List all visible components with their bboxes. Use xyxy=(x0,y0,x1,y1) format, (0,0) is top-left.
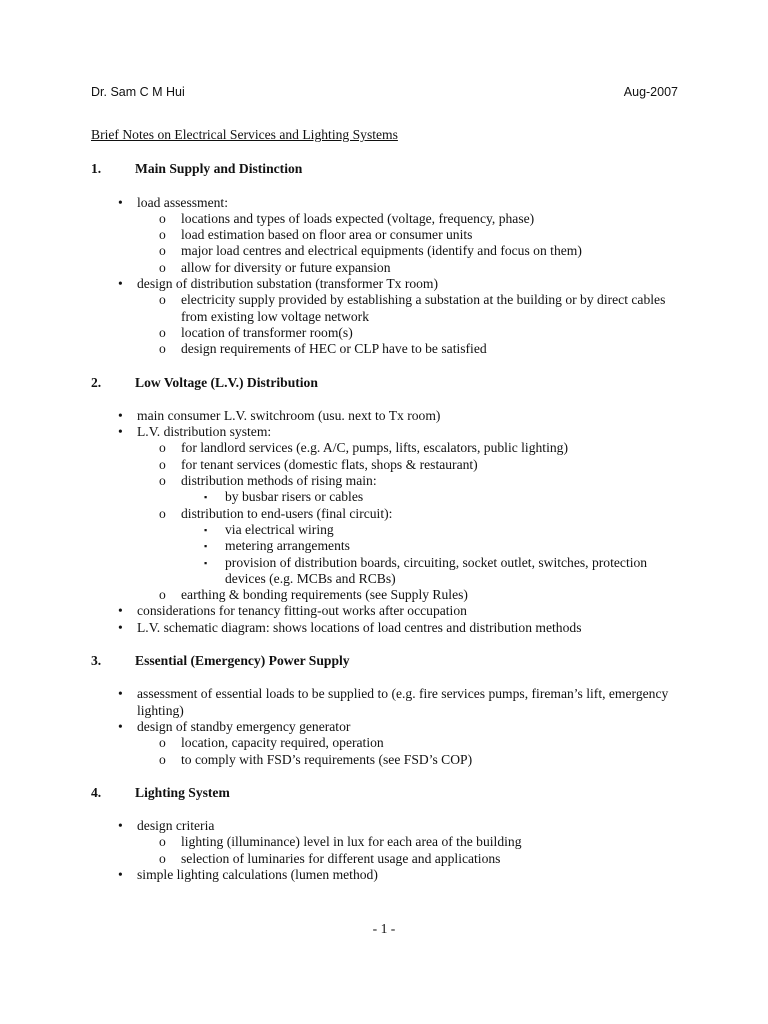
section-list xyxy=(91,686,691,767)
list-item xyxy=(91,538,691,554)
circle-marker-icon: o xyxy=(159,587,166,603)
list-item-text: lighting (illuminance) level in lux for each area of the building xyxy=(181,834,522,850)
list-item xyxy=(91,506,691,522)
list-item-text: selection of luminaries for different usage and applications xyxy=(181,850,501,866)
list-item-text: via electrical wiring xyxy=(225,521,334,537)
header-date: Aug-2007 xyxy=(623,85,678,99)
circle-marker-icon: o xyxy=(159,834,166,850)
list-item-text: locations and types of loads expected (voltage, frequency, phase) xyxy=(181,210,535,226)
section-number: 4. xyxy=(91,784,102,800)
section-number: 1. xyxy=(91,161,102,177)
list-item-text: provision of distribution boards, circuiting, socket outlet, switches, protection devices (e.g. MCBs and RCBs) xyxy=(225,554,648,586)
circle-marker-icon: o xyxy=(159,210,166,226)
section-title: Lighting System xyxy=(135,784,230,800)
section xyxy=(91,161,691,374)
circle-marker-icon: o xyxy=(159,292,166,308)
section-title: Essential (Emergency) Power Supply xyxy=(135,653,350,669)
list-item-text: L.V. distribution system: xyxy=(137,424,272,440)
circle-marker-icon: o xyxy=(159,341,166,357)
list-item xyxy=(91,867,691,883)
list-item-text: metering arrangements xyxy=(225,538,350,554)
circle-marker-icon: o xyxy=(159,456,166,472)
section-heading xyxy=(91,653,691,669)
bullet-marker-icon: • xyxy=(118,194,123,210)
section xyxy=(91,653,691,785)
circle-marker-icon: o xyxy=(159,505,166,521)
list-item xyxy=(91,851,691,867)
list-item-text: L.V. schematic diagram: shows locations of load centres and distribution methods xyxy=(137,619,582,635)
sections-container xyxy=(91,161,691,883)
bullet-marker-icon: • xyxy=(118,718,123,734)
list-item-text: design of distribution substation (transformer Tx room) xyxy=(137,276,439,292)
list-item-text: design requirements of HEC or CLP have to be satisfied xyxy=(181,341,487,357)
section-heading xyxy=(91,785,691,801)
list-item xyxy=(91,719,691,735)
list-item-text: earthing & bonding requirements (see Supply Rules) xyxy=(181,587,468,603)
bullet-marker-icon: • xyxy=(118,407,123,423)
list-item-text: by busbar risers or cables xyxy=(225,489,364,505)
circle-marker-icon: o xyxy=(159,735,166,751)
square-marker-icon: ▪ xyxy=(204,524,208,535)
circle-marker-icon: o xyxy=(159,324,166,340)
list-item-text: load assessment: xyxy=(137,194,228,210)
list-item-text: main consumer L.V. switchroom (usu. next to Tx room) xyxy=(137,407,441,423)
square-marker-icon: ▪ xyxy=(204,557,208,568)
section xyxy=(91,375,691,653)
list-item xyxy=(91,243,691,259)
section-title: Main Supply and Distinction xyxy=(135,161,303,177)
square-marker-icon: ▪ xyxy=(204,492,208,503)
bullet-marker-icon: • xyxy=(118,866,123,882)
section-spacer xyxy=(91,636,691,653)
list-item-text: load estimation based on floor area or consumer units xyxy=(181,227,473,243)
list-item xyxy=(91,408,691,424)
circle-marker-icon: o xyxy=(159,850,166,866)
list-item xyxy=(91,457,691,473)
list-item xyxy=(91,292,691,325)
list-item xyxy=(91,834,691,850)
section-title: Low Voltage (L.V.) Distribution xyxy=(135,374,318,390)
circle-marker-icon: o xyxy=(159,440,166,456)
list-item xyxy=(91,555,691,588)
list-item xyxy=(91,260,691,276)
section-list xyxy=(91,818,691,883)
section-spacer xyxy=(91,768,691,785)
list-item-text: considerations for tenancy fitting-out works after occupation xyxy=(137,603,467,619)
list-item xyxy=(91,752,691,768)
list-item xyxy=(91,587,691,603)
list-item-text: location, capacity required, operation xyxy=(181,735,384,751)
bullet-marker-icon: • xyxy=(118,686,123,702)
section xyxy=(91,785,691,883)
list-item xyxy=(91,620,691,636)
list-item-text: allow for diversity or future expansion xyxy=(181,259,391,275)
list-item xyxy=(91,473,691,489)
list-item xyxy=(91,735,691,751)
list-item-text: location of transformer room(s) xyxy=(181,324,353,340)
list-item xyxy=(91,424,691,440)
bullet-marker-icon: • xyxy=(118,818,123,834)
circle-marker-icon: o xyxy=(159,751,166,767)
circle-marker-icon: o xyxy=(159,259,166,275)
list-item xyxy=(91,325,691,341)
bullet-marker-icon: • xyxy=(118,424,123,440)
section-number: 2. xyxy=(91,374,102,390)
section-spacer xyxy=(91,358,691,375)
list-item xyxy=(91,522,691,538)
list-item xyxy=(91,195,691,211)
list-item xyxy=(91,341,691,357)
list-item-text: electricity supply provided by establishing a substation at the building or by direct cables from existing low voltage network xyxy=(181,292,666,324)
list-item-text: assessment of essential loads to be supplied to (e.g. fire services pumps, fireman’s lift, emergency lighting) xyxy=(137,686,669,718)
list-item-text: to comply with FSD’s requirements (see FSD’s COP) xyxy=(181,751,473,767)
document-body xyxy=(91,127,691,883)
section-heading xyxy=(91,161,691,177)
section-list xyxy=(91,195,691,358)
section-number: 3. xyxy=(91,653,102,669)
circle-marker-icon: o xyxy=(159,227,166,243)
bullet-marker-icon: • xyxy=(118,619,123,635)
list-item-text: for landlord services (e.g. A/C, pumps, lifts, escalators, public lighting) xyxy=(181,440,568,456)
list-item xyxy=(91,227,691,243)
page-number: - 1 - xyxy=(372,921,396,936)
document-title: Brief Notes on Electrical Services and Lighting Systems xyxy=(91,127,398,142)
list-item xyxy=(91,440,691,456)
section-heading xyxy=(91,375,691,391)
bullet-marker-icon: • xyxy=(118,276,123,292)
list-item-text: major load centres and electrical equipments (identify and focus on them) xyxy=(181,243,582,259)
list-item-text: for tenant services (domestic flats, shops & restaurant) xyxy=(181,456,478,472)
bullet-marker-icon: • xyxy=(118,603,123,619)
list-item xyxy=(91,211,691,227)
list-item xyxy=(91,686,691,719)
circle-marker-icon: o xyxy=(159,243,166,259)
list-item xyxy=(91,489,691,505)
circle-marker-icon: o xyxy=(159,473,166,489)
square-marker-icon: ▪ xyxy=(204,541,208,552)
list-item xyxy=(91,818,691,834)
list-item-text: design of standby emergency generator xyxy=(137,718,351,734)
section-list xyxy=(91,408,691,636)
list-item-text: distribution methods of rising main: xyxy=(181,473,377,489)
list-item-text: simple lighting calculations (lumen method) xyxy=(137,866,378,882)
list-item-text: distribution to end-users (final circuit): xyxy=(181,505,393,521)
list-item-text: design criteria xyxy=(137,818,215,834)
list-item xyxy=(91,276,691,292)
list-item xyxy=(91,603,691,619)
header-author: Dr. Sam C M Hui xyxy=(91,85,185,99)
